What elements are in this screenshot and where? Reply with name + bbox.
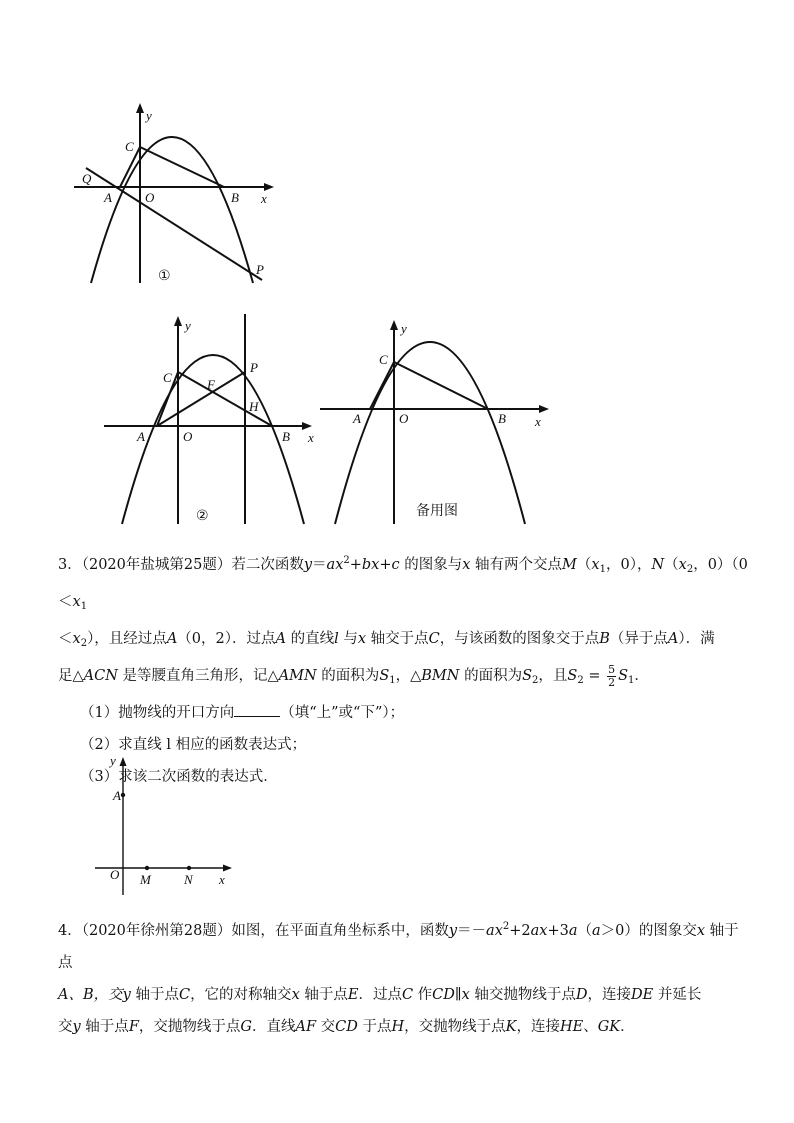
parabola (335, 342, 525, 524)
label-f: F (207, 377, 215, 392)
label-y: y (146, 108, 152, 123)
label-y: y (185, 318, 191, 333)
label-x: x (219, 872, 225, 887)
point-a (121, 793, 125, 797)
label-b: B (282, 429, 290, 444)
label-a: A (113, 788, 121, 803)
figure-tag: ① (158, 268, 171, 284)
label-b: B (498, 411, 506, 426)
x-axis-arrow-icon (264, 183, 274, 191)
label-y: y (401, 321, 407, 336)
segment-cb (178, 372, 272, 426)
figure-2-drawing (104, 314, 314, 524)
problem-3-line-2: $<x_2$），且经过点A（0，2）．过点A 的直线l 与x 轴交于点C，与该函数的图象交于点B（异于点A）．满 (58, 631, 715, 649)
label-p: P (250, 360, 258, 375)
problem-4-line-2: A、B，交y 轴于点C，它的对称轴交x 轴于点E．过点C 作CD∥x 轴交抛物线于点D，连接DE 并延长 (58, 987, 702, 1003)
label-n: N (184, 872, 193, 887)
question-3: （3）求该二次函数的表达式． (80, 769, 278, 785)
y-axis-arrow-icon (136, 103, 144, 113)
segment-ac (157, 372, 178, 426)
problem-3-line-1: 3．（2020年盐城第25题）若二次函数$y=ax^2+bx+c$ 的图象与x 轴有两个交点$M(x_1$，0），$N(x_2$，$0)(0<x_1$ (58, 555, 748, 612)
line-qp (86, 168, 262, 280)
parabola (122, 355, 304, 524)
label-x: x (261, 191, 267, 206)
label-m: M (140, 872, 151, 887)
label-x: x (535, 414, 541, 429)
label-c: C (163, 370, 172, 385)
fraction: $\frac{5}{2}$ (608, 662, 616, 689)
figure-tag: ② (196, 508, 209, 524)
segment-ac (370, 362, 394, 409)
label-h: H (249, 399, 259, 414)
point-n (187, 866, 191, 870)
segment-ac (120, 147, 140, 187)
label-x: x (308, 430, 314, 445)
problem-4 (58, 911, 748, 1043)
figure-3-drawing (320, 320, 549, 524)
label-q: Q (82, 171, 92, 186)
x-axis-arrow-icon (302, 422, 312, 430)
question-1: （1）抛物线的开口方向 （填“上”或“下”）； (58, 697, 748, 729)
answer-blank[interactable] (234, 702, 280, 717)
problem-3 (58, 545, 748, 793)
question-2: （2）求直线 l 相应的函数表达式； (80, 737, 307, 753)
x-axis-arrow-icon (539, 405, 549, 413)
label-b: B (231, 190, 239, 205)
segment-ap (157, 372, 245, 426)
label-o: O (183, 429, 193, 444)
y-axis-arrow-icon (390, 320, 398, 330)
label-o: O (399, 411, 409, 426)
y-axis-arrow-icon (174, 316, 182, 326)
label-p: P (256, 262, 264, 277)
segment-cb (140, 147, 224, 187)
label-a: A (104, 190, 112, 205)
problem-3-line-3: 足△ACN 是等腰直角三角形，记△AMN 的面积为$S_1$，△BMN 的面积为$S_2$，且$S_2$ = $\frac{5}{2}$ $S_1$． (58, 662, 649, 689)
figure-1-drawing (74, 103, 274, 284)
label-c: C (379, 352, 388, 367)
label-o: O (145, 190, 155, 205)
label-y: y (110, 753, 116, 768)
label-c: C (125, 139, 134, 154)
point-m (145, 866, 149, 870)
label-a: A (353, 411, 361, 426)
label-a: A (137, 429, 145, 444)
x-axis-arrow-icon (223, 865, 232, 872)
problem-4-line-1: 4．（2020年徐州第28题）如图，在平面直角坐标系中，函数$y=-ax^2+2ax+3a(a>0)$的图象交x 轴于点 (58, 921, 739, 971)
label-o: O (110, 867, 120, 882)
figure-tag: 备用图 (416, 503, 458, 519)
segment-cb (394, 362, 488, 409)
problem-4-line-3: 交y 轴于点F，交抛物线于点G．直线AF 交CD 于点H，交抛物线于点K，连接HE、GK． (58, 1019, 635, 1035)
parabola (91, 137, 253, 283)
